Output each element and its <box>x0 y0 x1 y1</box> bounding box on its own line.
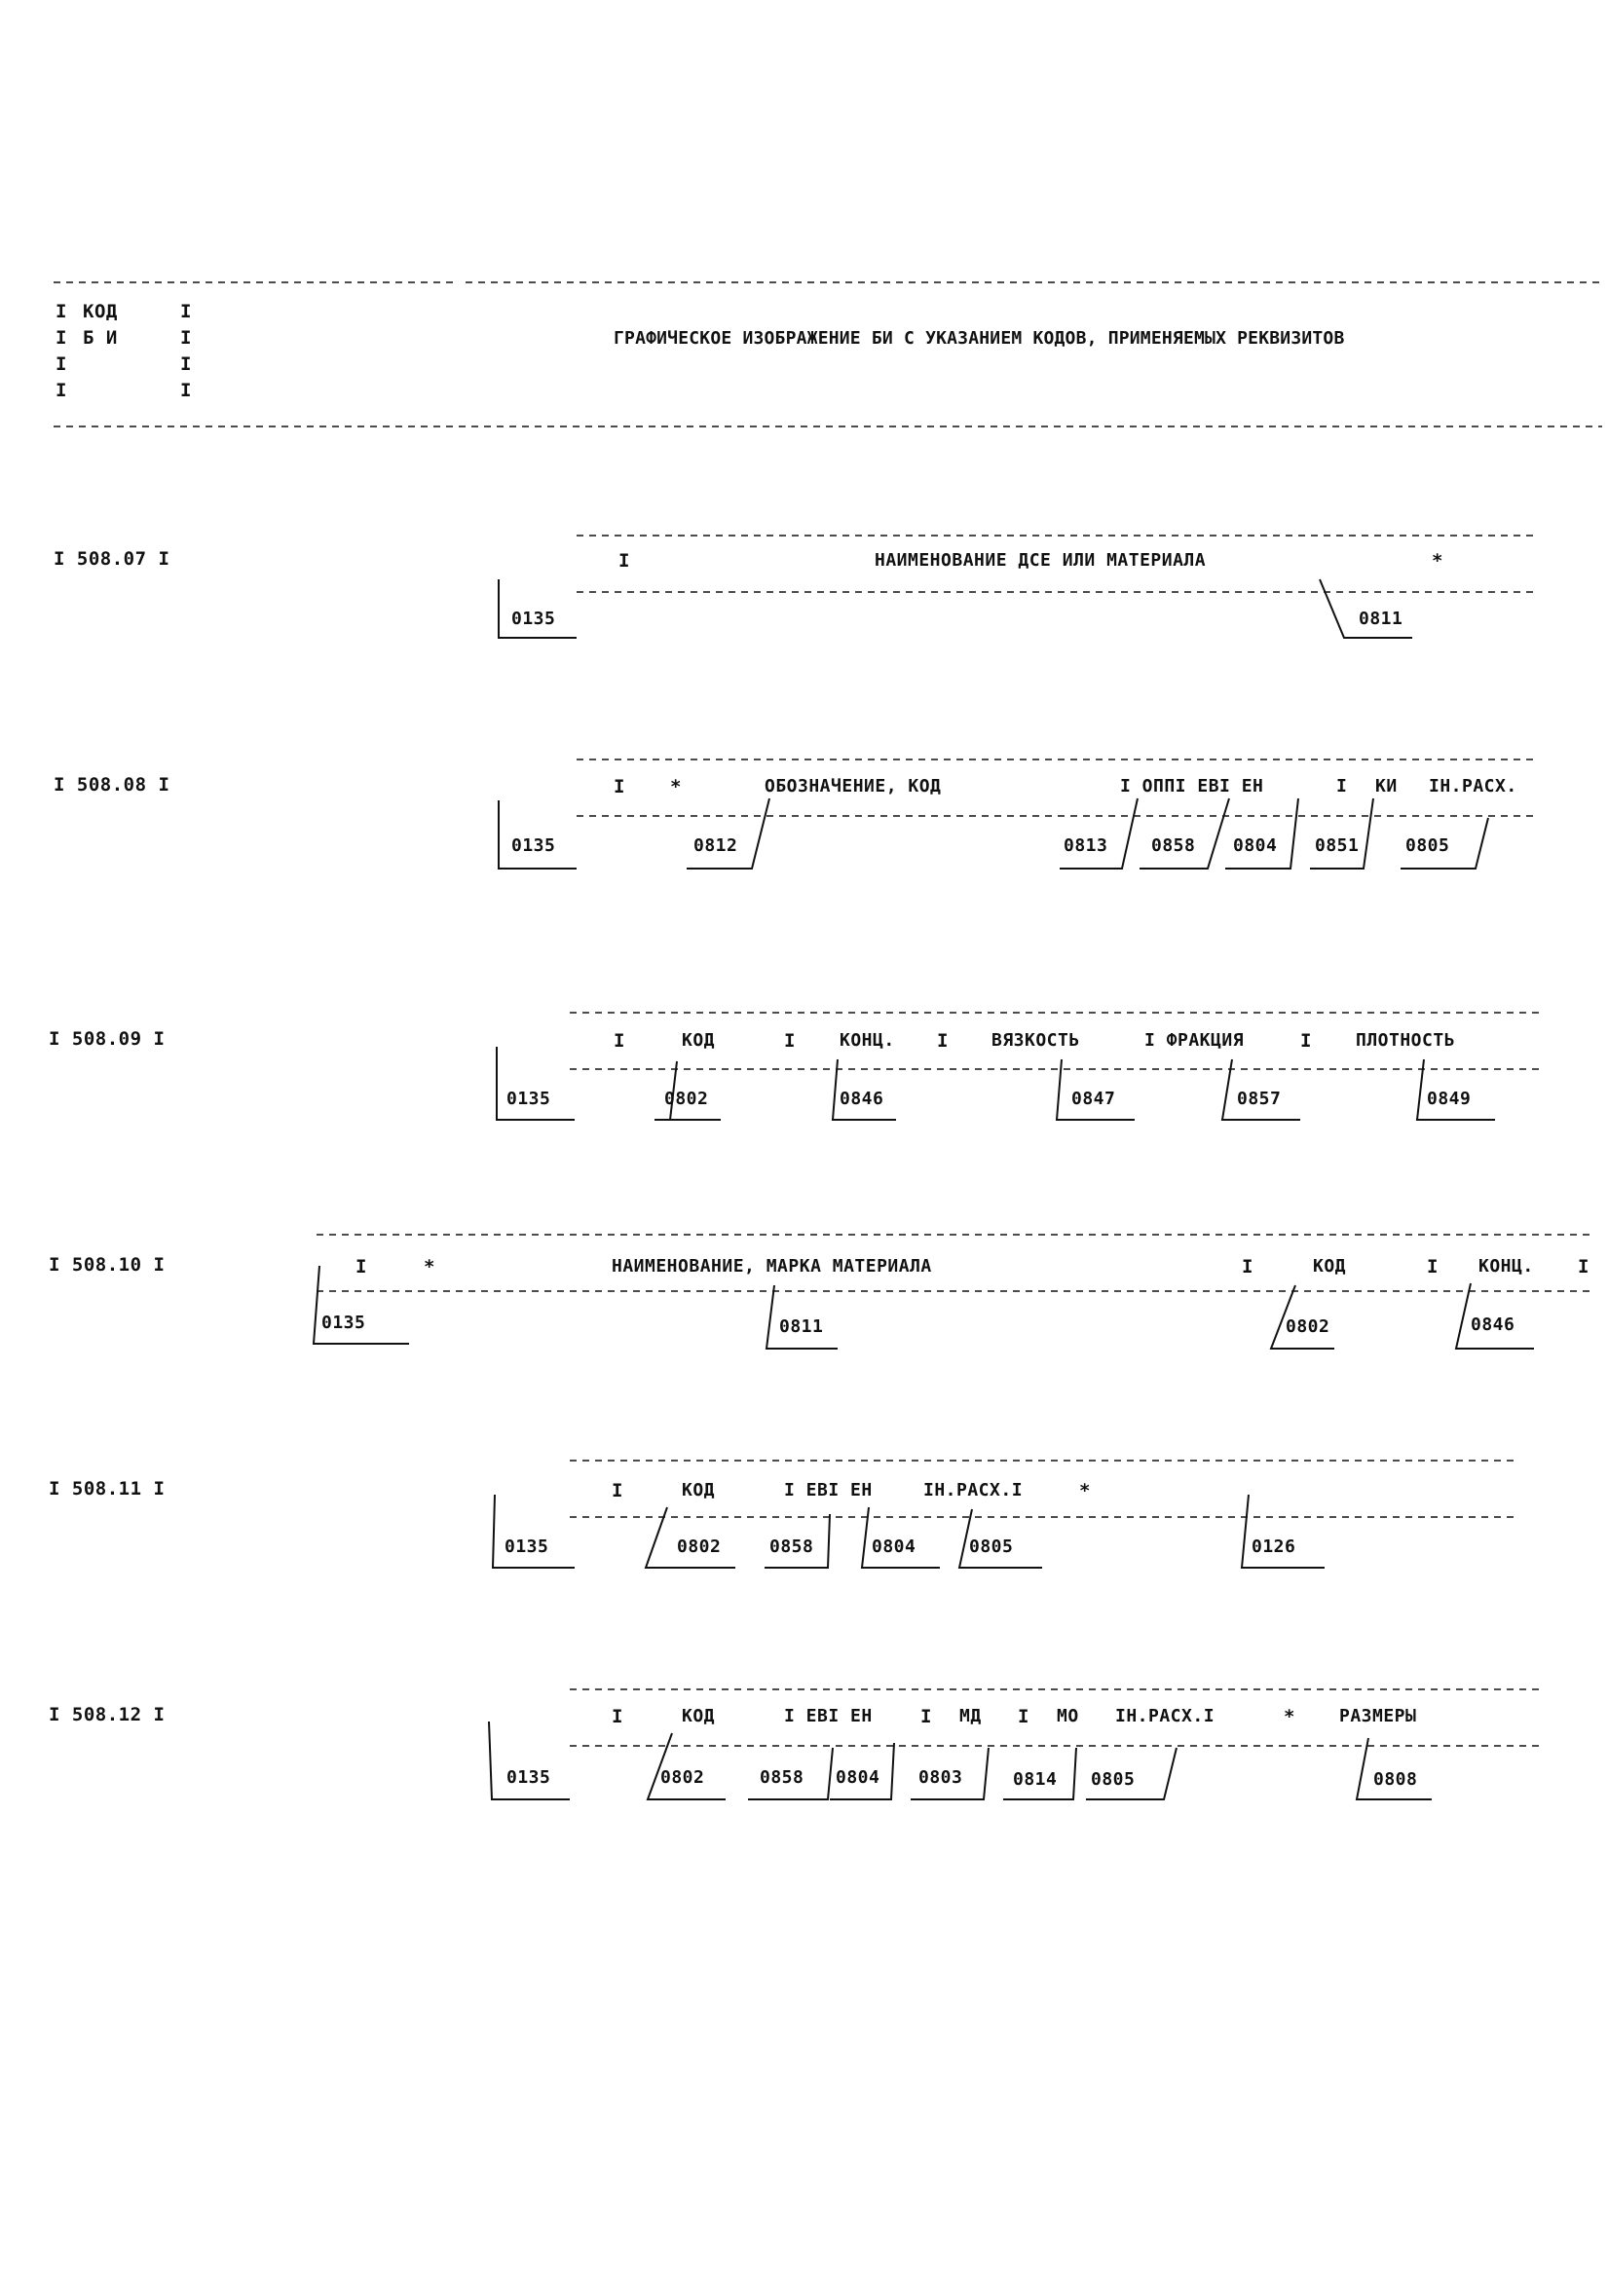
r4-field-kod: КОД <box>1313 1256 1347 1277</box>
r6-field-sep1: I <box>612 1706 623 1727</box>
r6-code-0803: 0803 <box>918 1767 963 1788</box>
r5-field-in-rasx: IН.РАСХ.I <box>923 1480 1024 1500</box>
r1-code-0135: 0135 <box>511 609 556 629</box>
r3-code-0135: 0135 <box>506 1089 551 1109</box>
r6-bracket-0802 <box>648 1733 726 1799</box>
r1-code-0811: 0811 <box>1359 609 1403 629</box>
r2-bracket-0813 <box>1060 798 1138 869</box>
r6-field-md: МД <box>959 1706 982 1726</box>
r5-field-kod: КОД <box>682 1480 716 1500</box>
r2-code-0812: 0812 <box>693 835 738 856</box>
r2-code-0813: 0813 <box>1064 835 1108 856</box>
r2-bracket-0804 <box>1225 798 1298 869</box>
r6-field-in-rasx: IН.РАСХ.I <box>1115 1706 1215 1726</box>
r4-code-0846: 0846 <box>1471 1315 1515 1335</box>
header-col1-label-bi: Б И <box>83 327 118 349</box>
r2-code-0805: 0805 <box>1405 835 1450 856</box>
r3-field-kod: КОД <box>682 1030 716 1051</box>
r2-code-0858: 0858 <box>1151 835 1196 856</box>
r5-code-0135: 0135 <box>505 1537 549 1557</box>
r5-field-evi-en: I ЕВI ЕН <box>784 1480 873 1500</box>
row-label-508-09: I 508.09 I <box>49 1028 166 1050</box>
r2-field-star: * <box>670 776 682 797</box>
header-col1-end-row4: I <box>180 380 192 401</box>
header-col1-end-row3: I <box>180 353 192 375</box>
header-title: ГРАФИЧЕСКОЕ ИЗОБРАЖЕНИЕ БИ С УКАЗАНИЕМ КОДОВ, ПРИМЕНЯЕМЫХ РЕКВИЗИТОВ <box>614 328 1345 349</box>
r1-field-name: НАИМЕНОВАНИЕ ДСЕ ИЛИ МАТЕРИАЛА <box>875 550 1207 571</box>
r4-field-naimenovanie-marka: НАИМЕНОВАНИЕ, МАРКА МАТЕРИАЛА <box>612 1256 932 1277</box>
r4-field-sep2: I <box>1242 1256 1253 1278</box>
r1-field-star: * <box>1432 550 1443 572</box>
r2-field-sep: I <box>614 776 625 797</box>
r6-code-0802: 0802 <box>660 1767 705 1788</box>
r3-code-0857: 0857 <box>1237 1089 1282 1109</box>
r2-bracket-0812 <box>687 798 769 869</box>
header-col1-row3: I <box>56 353 67 375</box>
r2-code-0851: 0851 <box>1315 835 1360 856</box>
r3-code-0849: 0849 <box>1427 1089 1472 1109</box>
r3-field-frakciya: I ФРАКЦИЯ <box>1144 1030 1245 1051</box>
r4-code-0811: 0811 <box>779 1316 824 1337</box>
r2-bracket-0858 <box>1140 798 1229 869</box>
row-label-508-11: I 508.11 I <box>49 1478 166 1500</box>
r6-field-evi-en: I ЕВI ЕН <box>784 1706 873 1726</box>
r3-field-konc: КОНЦ. <box>840 1030 895 1051</box>
r6-field-star: * <box>1284 1706 1295 1727</box>
r2-bracket-0135 <box>499 800 577 869</box>
r2-field-oppi-evi-en: I ОППI ЕВI ЕН <box>1120 776 1264 796</box>
r6-code-0858: 0858 <box>760 1767 804 1788</box>
r3-field-sep2: I <box>784 1030 796 1052</box>
header-col1-end-row2: I <box>180 327 192 349</box>
header-col1-row4: I <box>56 380 67 401</box>
r2-field-in-rasx: IН.РАСХ. <box>1429 776 1517 796</box>
r5-code-0126: 0126 <box>1252 1537 1296 1557</box>
r2-field-sep2: I <box>1336 776 1348 796</box>
r4-code-0135: 0135 <box>321 1313 366 1333</box>
r3-field-plotnost: ПЛОТНОСТЬ <box>1356 1030 1456 1051</box>
r5-code-0804: 0804 <box>872 1537 916 1557</box>
r2-field-oboznachenie: ОБОЗНАЧЕНИЕ, КОД <box>765 776 942 796</box>
r4-code-0802: 0802 <box>1286 1316 1330 1337</box>
r6-field-sep3: I <box>1018 1706 1029 1727</box>
r5-field-sep1: I <box>612 1480 623 1501</box>
r3-field-sep4: I <box>1300 1030 1312 1052</box>
r4-field-sep3: I <box>1427 1256 1439 1278</box>
r2-field-ki: КИ <box>1375 776 1398 796</box>
r6-code-0808: 0808 <box>1373 1769 1418 1790</box>
r5-code-0802: 0802 <box>677 1537 722 1557</box>
r2-code-0135: 0135 <box>511 835 556 856</box>
r5-code-0858: 0858 <box>769 1537 814 1557</box>
r2-code-0804: 0804 <box>1233 835 1278 856</box>
r3-code-0802: 0802 <box>664 1089 709 1109</box>
r6-field-mo: МО <box>1057 1706 1079 1726</box>
r4-field-sep4: I <box>1578 1256 1589 1278</box>
r5-field-star: * <box>1079 1480 1091 1501</box>
r6-code-0814: 0814 <box>1013 1769 1058 1790</box>
r1-field-sep: I <box>618 550 630 572</box>
r4-field-konc: КОНЦ. <box>1478 1256 1534 1277</box>
row-label-508-10: I 508.10 I <box>49 1254 166 1276</box>
r4-field-sep1: I <box>355 1256 367 1278</box>
header-col1-label-kod: КОД <box>83 301 118 322</box>
r6-code-0135: 0135 <box>506 1767 551 1788</box>
r3-field-vyazkost: ВЯЗКОСТЬ <box>991 1030 1080 1051</box>
row-label-508-08: I 508.08 I <box>54 774 170 796</box>
header-col1-row2: I <box>56 327 67 349</box>
r6-field-sep2: I <box>920 1706 932 1727</box>
header-col1-end-row1: I <box>180 301 192 322</box>
r3-code-0847: 0847 <box>1071 1089 1116 1109</box>
r6-field-razmery: РАЗМЕРЫ <box>1339 1706 1417 1726</box>
r6-code-0805: 0805 <box>1091 1769 1136 1790</box>
r4-field-star: * <box>424 1256 435 1278</box>
r2-bracket-0851 <box>1310 798 1373 869</box>
r3-code-0846: 0846 <box>840 1089 884 1109</box>
row-label-508-07: I 508.07 I <box>54 548 170 570</box>
r6-field-kod: КОД <box>682 1706 716 1726</box>
header-col1-row1: I <box>56 301 67 322</box>
r3-field-sep3: I <box>937 1030 949 1052</box>
row-label-508-12: I 508.12 I <box>49 1704 166 1725</box>
r3-field-sep1: I <box>614 1030 625 1052</box>
r5-code-0805: 0805 <box>969 1537 1014 1557</box>
r6-code-0804: 0804 <box>836 1767 880 1788</box>
